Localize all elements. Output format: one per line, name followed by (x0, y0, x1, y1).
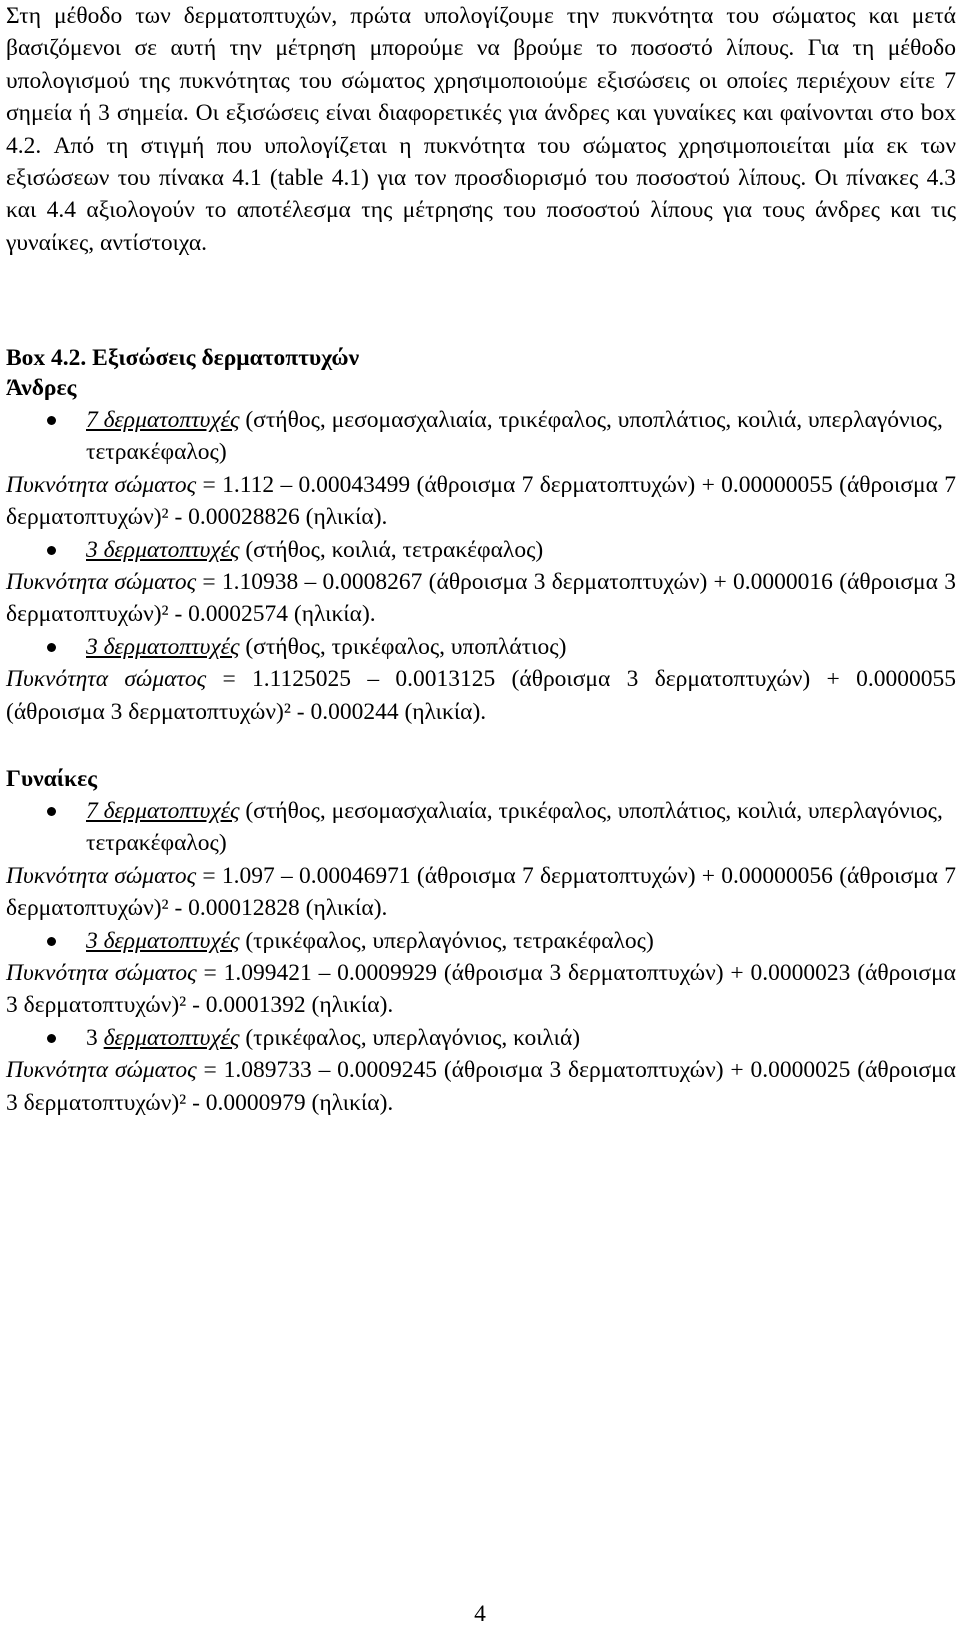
equation-text: = 1.089733 – 0.0009245 (άθροισμα 3 δερματοπτυχών) + 0.0000025 (άθροισμα 3 δερματοπτυχών)² - 0.0000979 (ηλικία). (6, 1057, 956, 1116)
bullet-icon (47, 937, 56, 946)
equation-text: = 1.1125025 – 0.0013125 (άθροισμα 3 δερματοπτυχών) + 0.0000055 (άθροισμα 3 δερματοπτυχών)² - 0.000244 (ηλικία). (6, 666, 956, 725)
women-heading: Γυναίκες (6, 766, 98, 792)
item-label-prefix: 3 (86, 1024, 104, 1051)
men-item-3-sites-a (6, 534, 956, 566)
item-label: 7 δερματοπτυχές (86, 798, 240, 824)
item-sites: (τρικέφαλος, υπερλαγόνιος, κοιλιά) (239, 1024, 581, 1051)
item-sites: (στήθος, μεσομασχαλιαία, τρικέφαλος, υποπλάτιος, κοιλιά, υπερλαγόνιος, τετρακέφαλος) (86, 407, 943, 466)
women-item-7-sites (6, 795, 956, 860)
bullet-icon (47, 643, 56, 652)
women-equation-3-sites-b (6, 1054, 956, 1119)
item-label: δερματοπτυχές (103, 1024, 240, 1051)
density-label: Πυκνότητα σώματος (6, 666, 207, 693)
women-section (6, 795, 956, 1119)
density-label: Πυκνότητα σώματος (6, 569, 197, 596)
bullet-icon (47, 416, 56, 425)
density-label: Πυκνότητα σώματος (6, 1057, 197, 1084)
equation-text: = 1.099421 – 0.0009929 (άθροισμα 3 δερματοπτυχών) + 0.0000023 (άθροισμα 3 δερματοπτυχών)² - 0.0001392 (ηλικία). (6, 960, 956, 1019)
women-equation-3-sites-a (6, 957, 956, 1022)
density-label: Πυκνότητα σώματος (6, 862, 197, 889)
item-sites: (τρικέφαλος, υπερλαγόνιος, τετρακέφαλος) (239, 927, 654, 954)
item-sites: (στήθος, τρικέφαλος, υποπλάτιος) (239, 633, 567, 660)
men-equation-3-sites-b (6, 663, 956, 728)
men-heading: Άνδρες (6, 375, 77, 401)
men-item-3-sites-b (6, 631, 956, 663)
bullet-icon (47, 807, 56, 816)
men-item-7-sites (6, 404, 956, 469)
intro-paragraph: Στη μέθοδο των δερματοπτυχών, πρώτα υπολογίζουμε την πυκνότητα του σώματος και μετά βασιζόμενοι σε αυτή την μέτρηση μπορούμε να βρούμε το ποσοστό λίπους. Για τη μέθοδο υπολογισμού της πυκνότητας του σώματος χρησιμοποιούμε εξισώσεις οι οποίες περιέχουν είτε 7 σημεία ή 3 σημεία. Οι εξισώσεις είναι διαφορετικές για άνδρες και γυναίκες και φαίνονται στο box 4.2. Από τη στιγμή που υπολογίζεται η πυκνότητα του σώματος χρησιμοποιείται μία εκ των εξισώσεων του πίνακα 4.1 (table 4.1) για τον προσδιορισμό του ποσοστού λίπους. Οι πίνακες 4.3 και 4.4 αξιολογούν το αποτέλεσμα της μέτρησης του ποσοστού λίπους για τους άνδρες και τις γυναίκες, αντίστοιχα. (6, 3, 956, 256)
item-label: 3 δερματοπτυχές (86, 536, 240, 563)
density-label: Πυκνότητα σώματος (6, 960, 197, 987)
item-label: 7 δερματοπτυχές (86, 407, 240, 433)
item-label: 3 δερματοπτυχές (86, 633, 240, 660)
men-equation-3-sites-a (6, 566, 956, 631)
bullet-icon (47, 1034, 56, 1043)
item-label: 3 δερματοπτυχές (86, 927, 240, 954)
equation-text: = 1.097 – 0.00046971 (άθροισμα 7 δερματοπτυχών) + 0.00000056 (άθροισμα 7 δερματοπτυχών)² - 0.00012828 (ηλικία). (6, 862, 956, 922)
item-sites: (στήθος, μεσομασχαλιαία, τρικέφαλος, υποπλάτιος, κοιλιά, υπερλαγόνιος, τετρακέφαλος) (86, 798, 943, 857)
density-label: Πυκνότητα σώματος (6, 471, 197, 498)
item-sites: (στήθος, κοιλιά, τετρακέφαλος) (239, 536, 544, 563)
page-number: 4 (474, 1601, 486, 1627)
men-section (6, 404, 956, 728)
women-item-3-sites-b (6, 1022, 956, 1054)
box-title: Box 4.2. Εξισώσεις δερματοπτυχών (6, 345, 360, 371)
women-equation-7-sites (6, 860, 956, 925)
men-equation-7-sites (6, 469, 956, 534)
equation-text: = 1.112 – 0.00043499 (άθροισμα 7 δερματοπτυχών) + 0.00000055 (άθροισμα 7 δερματοπτυχών)² - 0.00028826 (ηλικία). (6, 471, 956, 531)
bullet-icon (47, 546, 56, 555)
women-item-3-sites-a (6, 925, 956, 957)
equation-text: = 1.10938 – 0.0008267 (άθροισμα 3 δερματοπτυχών) + 0.0000016 (άθροισμα 3 δερματοπτυχών)² - 0.0002574 (ηλικία). (6, 569, 956, 628)
